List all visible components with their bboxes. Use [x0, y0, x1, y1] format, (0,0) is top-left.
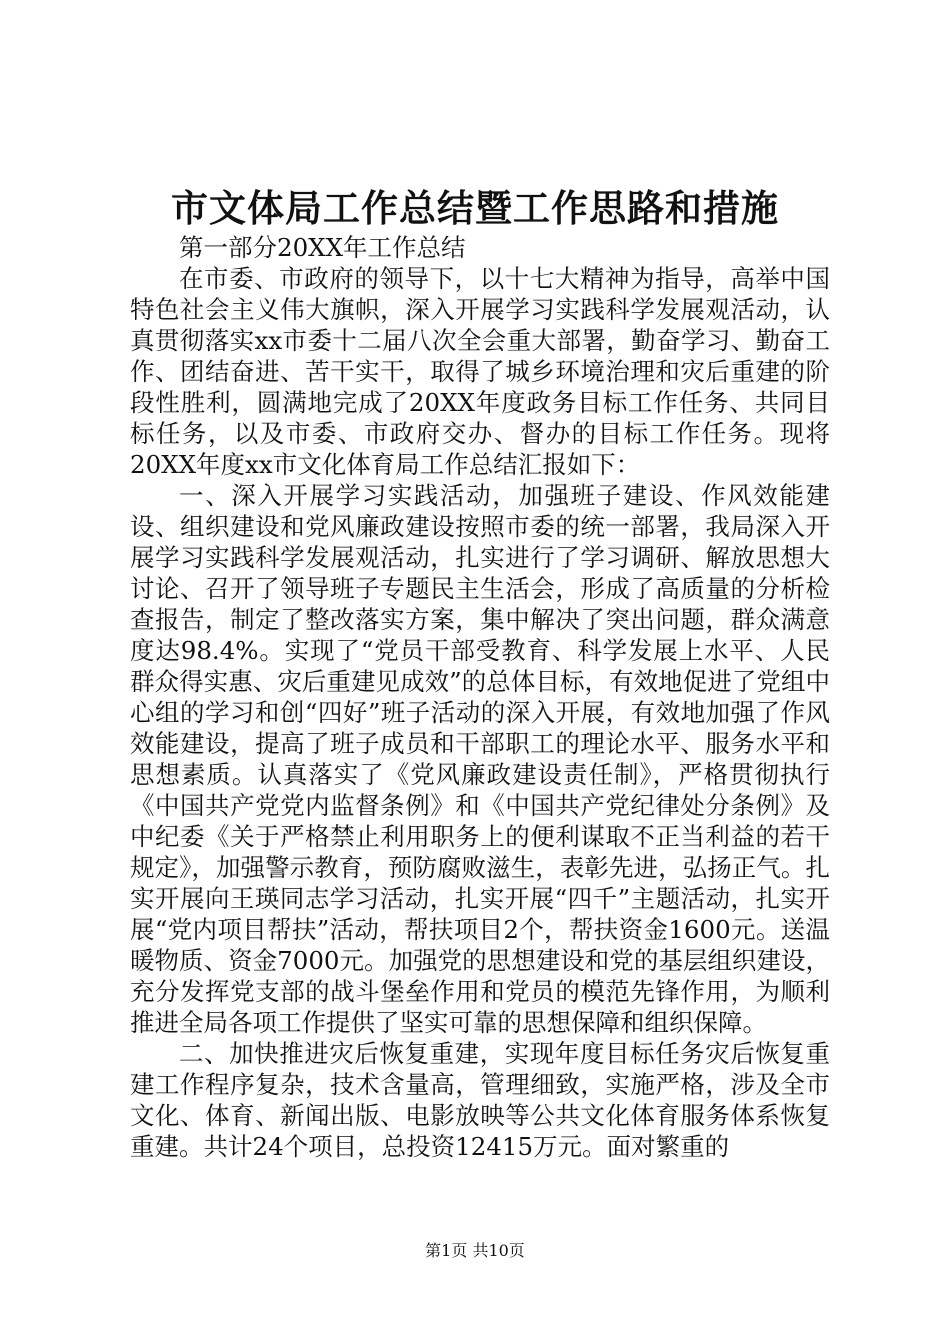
body-paragraph: 一、深入开展学习实践活动，加强班子建设、作风效能建设、组织建设和党风廉政建设按照市委的统一部署，我局深入开展学习实践科学发展观活动，扎实进行了学习调研、解放思想大讨论、召开了领导班子专题民主生活会，形成了高质量的分析检查报告，制定了整改落实方案，集中解决了突出问题，群众满意度达98.4%。实现了“党员干部受教育、科学发展上水平、人民群众得实惠、灾后重建见成效”的总体目标，有效地促进了党组中心组的学习和创“四好”班子活动的深入开展，有效地加强了作风效能建设，提高了班子成员和干部职工的理论水平、服务水平和思想素质。认真落实了《党风廉政建设责任制》，严格贯彻执行《中国共产党党内监督条例》和《中国共产党纪律处分条例》及中纪委《关于严格禁止利用职务上的便利谋取不正当利益的若干规定》，加强警示教育，预防腐败滋生，表彰先进，弘扬正气。扎实开展向王瑛同志学习活动，扎实开展“四千”主题活动，扎实开展“党内项目帮扶”活动，帮扶项目2个，帮扶资金1600元。送温暖物质、资金7000元。加强党的思想建设和党的基层组织建设，充分发挥党支部的战斗堡垒作用和党员的模范先锋作用，为顺利推进全局各项工作提供了坚实可靠的思想保障和组织保障。 [130, 481, 830, 1037]
document-title: 市文体局工作总结暨工作思路和措施 [171, 186, 779, 230]
section-heading: 第一部分20XX年工作总结 [179, 233, 466, 262]
document-body [130, 232, 830, 1162]
body-paragraph: 二、加快推进灾后恢复重建，实现年度目标任务灾后恢复重建工作程序复杂，技术含量高，管理细致，实施严格，涉及全市文化、体育、新闻出版、电影放映等公共文化体育服务体系恢复重建。共计24个项目，总投资12415万元。面对繁重的 [130, 1039, 830, 1161]
page-footer: 第1页 共10页 [425, 1241, 525, 1260]
body-paragraph: 在市委、市政府的领导下，以十七大精神为指导，高举中国特色社会主义伟大旗帜，深入开展学习实践科学发展观活动，认真贯彻落实xx市委十二届八次全会重大部署，勤奋学习、勤奋工作、团结奋进、苦干实干，取得了城乡环境治理和灾后重建的阶段性胜利，圆满地完成了20XX年度政务目标工作任务、共同目标任务，以及市委、市政府交办、督办的目标工作任务。现将20XX年度xx市文化体育局工作总结汇报如下： [130, 264, 830, 479]
